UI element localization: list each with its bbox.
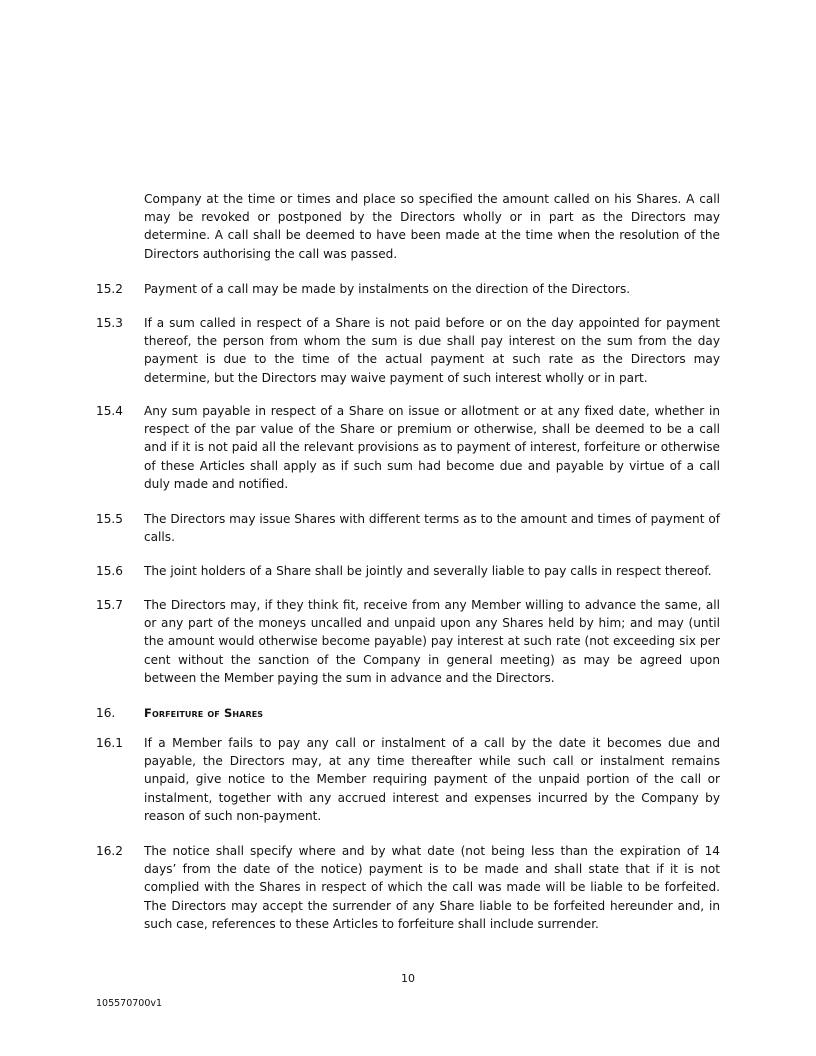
- paragraph-16-2: [96, 842, 720, 933]
- section-title: Forfeiture of Shares: [144, 706, 264, 720]
- paragraph-number: 15.2: [96, 282, 123, 296]
- paragraph-number: 15.7: [96, 598, 123, 612]
- paragraph-number: 15.3: [96, 316, 123, 330]
- paragraph-16-1: [96, 734, 720, 825]
- paragraph-15-7: [96, 596, 720, 687]
- paragraph-number: 15.5: [96, 512, 123, 526]
- paragraph-number: 15.4: [96, 404, 123, 418]
- paragraph-15-5: [96, 510, 720, 546]
- paragraph-text: The Directors may issue Shares with different terms as to the amount and times of payment of calls.: [144, 512, 720, 545]
- paragraph-15-6: [96, 562, 720, 580]
- paragraph-text: If a Member fails to pay any call or instalment of a call by the date it becomes due and payable, the Directors may, at any time thereafter while such call or instalment remains unpaid, give notice to the Member requiring payment of the unpaid portion of the call or instalment, together with any accrued interest and expenses incurred by the Company by reason of such non-payment.: [144, 736, 720, 823]
- document-id: 105570700v1: [96, 998, 163, 1009]
- paragraph-number: 16.2: [96, 844, 123, 858]
- paragraph-15-3: [96, 314, 720, 387]
- paragraph-text: The notice shall specify where and by what date (not being less than the expiration of 14 days’ from the date of the notice) payment is to be made and shall state that if it is not complied with the Shares in respect of which the call was made will be liable to be forfeited. The Directors may accept the surrender of any Share liable to be forfeited hereunder and, in such case, references to these Articles to forfeiture shall include surrender.: [144, 844, 720, 931]
- section-heading-16: [96, 704, 720, 722]
- paragraph-text: If a sum called in respect of a Share is not paid before or on the day appointed for payment thereof, the person from whom the sum is due shall pay interest on the sum from the day payment is due to the time of the actual payment at such rate as the Directors may determine, but the Directors may waive payment of such interest wholly or in part.: [144, 316, 720, 385]
- paragraph-15-2: [96, 280, 720, 298]
- page-number: 10: [401, 972, 415, 985]
- section-number: 16.: [96, 706, 116, 720]
- paragraph-15-4: [96, 402, 720, 493]
- paragraph-text: The joint holders of a Share shall be jointly and severally liable to pay calls in respect thereof.: [144, 564, 712, 578]
- paragraph-15-1-continuation: [96, 190, 720, 263]
- paragraph-text: Any sum payable in respect of a Share on issue or allotment or at any fixed date, whether in respect of the par value of the Share or premium or otherwise, shall be deemed to be a call and if it is not paid all the relevant provisions as to payment of interest, forfeiture or otherwise of these Articles shall apply as if such sum had become due and payable by virtue of a call duly made and notified.: [144, 404, 720, 491]
- paragraph-text: The Directors may, if they think fit, receive from any Member willing to advance the same, all or any part of the moneys uncalled and unpaid upon any Shares held by him; and may (until the amount would otherwise become payable) pay interest at such rate (not exceeding six per cent without the sanction of the Company in general meeting) as may be agreed upon between the Member paying the sum in advance and the Directors.: [144, 598, 720, 685]
- paragraph-text: Payment of a call may be made by instalments on the direction of the Directors.: [144, 282, 631, 296]
- paragraph-number: 15.6: [96, 564, 123, 578]
- paragraph-number: 16.1: [96, 736, 123, 750]
- paragraph-text: Company at the time or times and place so specified the amount called on his Shares. A call may be revoked or postponed by the Directors wholly or in part as the Directors may determine. A call shall be deemed to have been made at the time when the resolution of the Directors authorising the call was passed.: [144, 192, 720, 261]
